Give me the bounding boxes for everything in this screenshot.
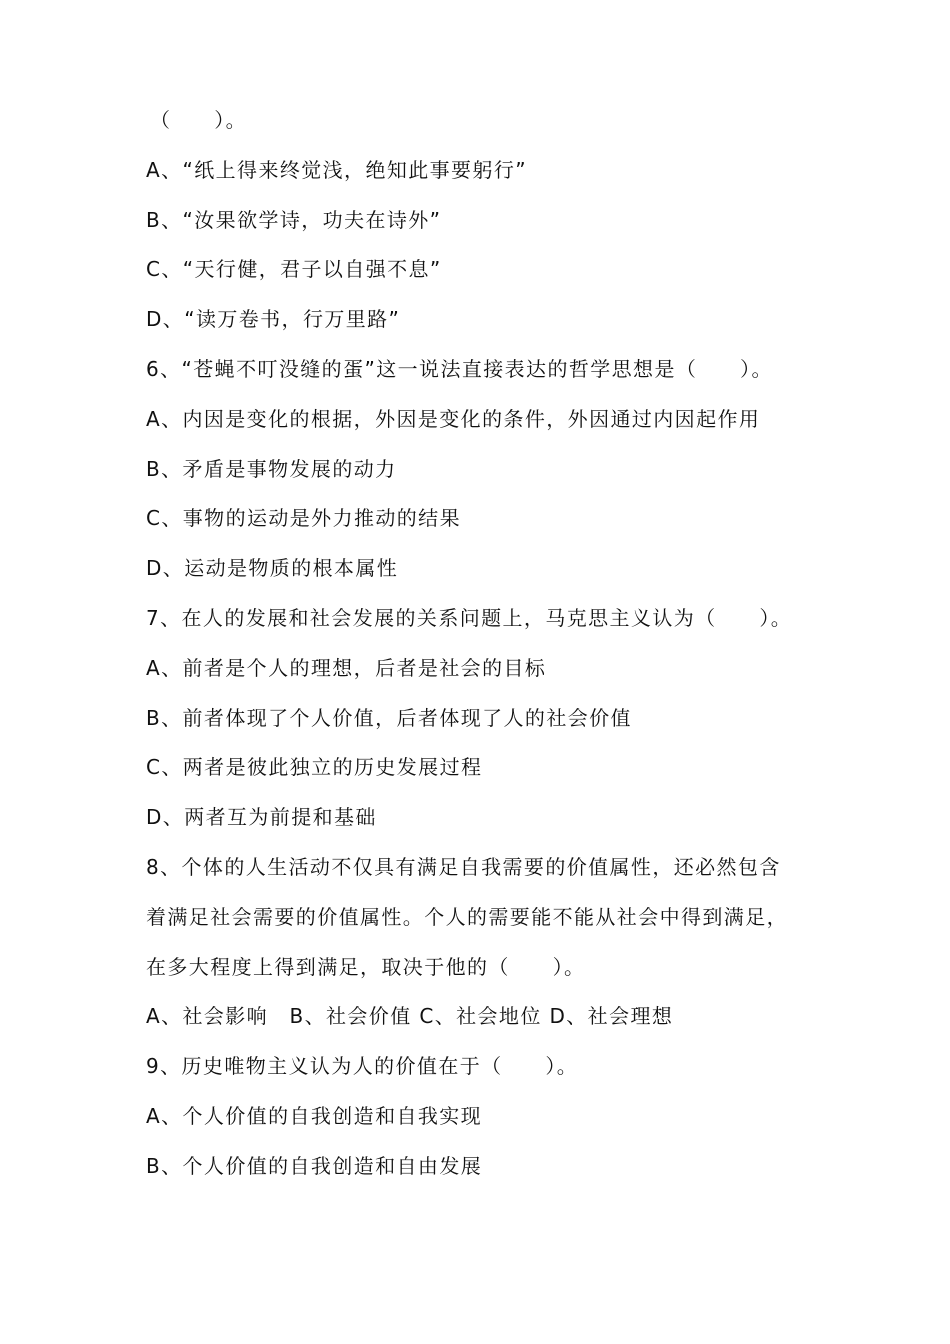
question-7-option-d: D、两者互为前提和基础 bbox=[146, 805, 377, 830]
question-6-stem: 6、“苍蝇不叮没缝的蛋”这一说法直接表达的哲学思想是（ ）。 bbox=[146, 356, 773, 381]
question-7-option-b: B、前者体现了个人价值，后者体现了人的社会价值 bbox=[146, 705, 632, 730]
question-5-option-a: A、“纸上得来终觉浅，绝知此事要躬行” bbox=[146, 157, 528, 182]
question-6-option-c: C、事物的运动是外力推动的结果 bbox=[146, 506, 461, 531]
question-7-option-a: A、前者是个人的理想，后者是社会的目标 bbox=[146, 655, 547, 680]
question-6-option-d: D、运动是物质的根本属性 bbox=[146, 556, 399, 581]
question-5-stem-end: （ ）。 bbox=[150, 108, 247, 132]
question-9-option-b: B、个人价值的自我创造和自由发展 bbox=[146, 1153, 483, 1178]
question-7-option-c: C、两者是彼此独立的历史发展过程 bbox=[146, 755, 483, 780]
question-6-option-b: B、矛盾是事物发展的动力 bbox=[146, 456, 397, 481]
question-9-option-a: A、个人价值的自我创造和自我实现 bbox=[146, 1103, 483, 1128]
question-8-stem-line-2: 着满足社会需要的价值属性。个人的需要能不能从社会中得到满足， bbox=[146, 904, 788, 929]
question-5-option-d: D、“读万卷书，行万里路” bbox=[146, 307, 401, 332]
question-8-stem-line-1: 8、个体的人生活动不仅具有满足自我需要的价值属性，还必然包含 bbox=[146, 854, 781, 879]
question-8-options: A、社会影响 B、社会价值 C、社会地位 D、社会理想 bbox=[146, 1004, 674, 1029]
question-8-stem-line-3: 在多大程度上得到满足，取决于他的（ ）。 bbox=[146, 954, 586, 979]
question-5-option-c: C、“天行健，君子以自强不息” bbox=[146, 257, 442, 282]
question-7-stem: 7、在人的发展和社会发展的关系问题上，马克思主义认为（ ）。 bbox=[146, 605, 793, 630]
question-5-option-b: B、“汝果欲学诗，功夫在诗外” bbox=[146, 207, 442, 232]
question-9-stem: 9、历史唯物主义认为人的价值在于（ ）。 bbox=[146, 1054, 579, 1079]
question-6-option-a: A、内因是变化的根据，外因是变化的条件，外因通过内因起作用 bbox=[146, 406, 761, 431]
document-text bbox=[146, 101, 846, 1197]
